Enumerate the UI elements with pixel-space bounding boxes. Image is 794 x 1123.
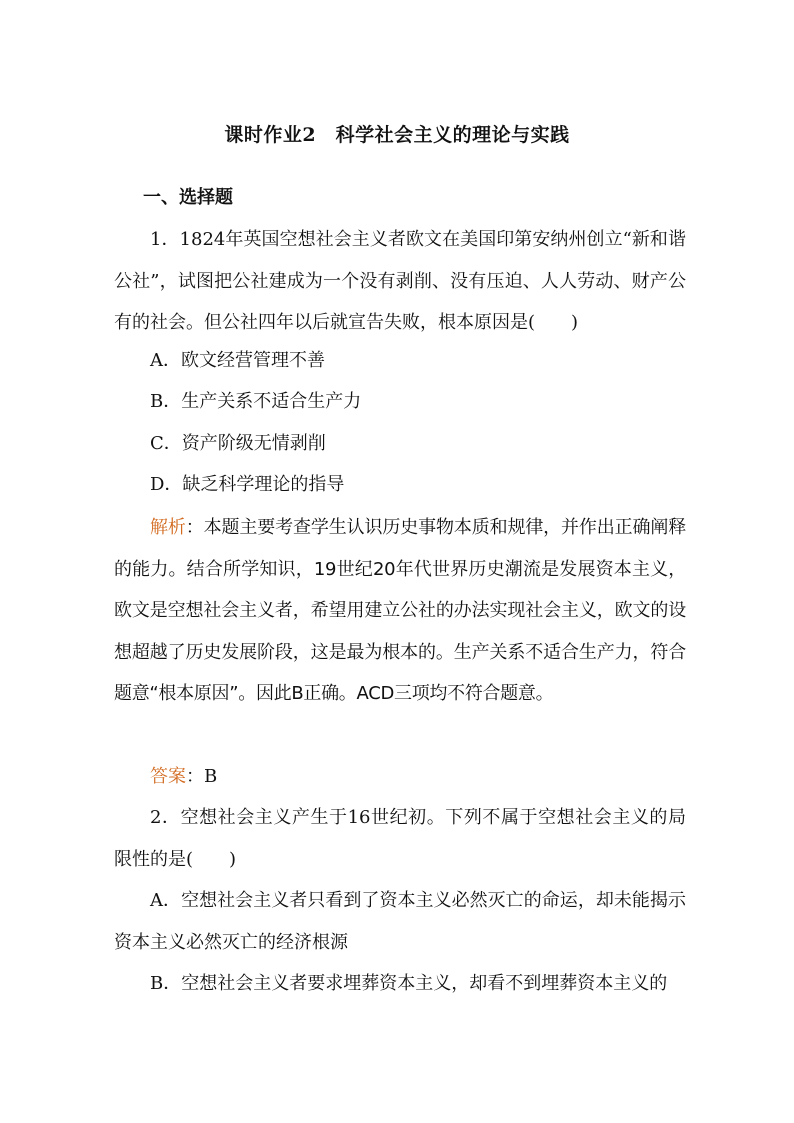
question-1-answer (150, 756, 217, 798)
answer-text: ：B (186, 766, 218, 787)
question-1-option-a: A．欧文经营管理不善 (150, 350, 325, 371)
question-1-stem: 1．1824年英国空想社会主义者欧文在美国印第安纳州创立“新和谐公社”，试图把公社建成为一个没有剥削、没有压迫、人人劳动、财产公有的社会。但公社四年以后就宣告失败，根本原因是( ) (114, 229, 686, 333)
answer-label: 答案 (150, 766, 186, 787)
analysis-label: 解析 (150, 517, 186, 538)
question-2-option-b: B．空想社会主义者要求埋葬资本主义，却看不到埋葬资本主义的 (150, 973, 668, 994)
question-1-option-c: C．资产阶级无情剥削 (150, 433, 326, 454)
question-1-option-d: D．缺乏科学理论的指导 (150, 474, 345, 495)
section-heading: 一、选择题 (143, 187, 233, 208)
question-1-analysis (114, 507, 686, 715)
question-2-option-a: A．空想社会主义者只看到了资本主义必然灭亡的命运，却未能揭示资本主义必然灭亡的经济根源 (114, 890, 686, 953)
page-title: 课时作业2 科学社会主义的理论与实践 (224, 124, 570, 146)
question-1-option-b: B．生产关系不适合生产力 (150, 391, 362, 412)
question-2-stem: 2．空想社会主义产生于16世纪初。下列不属于空想社会主义的局限性的是( ) (114, 807, 686, 870)
analysis-text: ：本题主要考查学生认识历史事物本质和规律，并作出正确阐释的能力。结合所学知识，19世纪20年代世界历史潮流是发展资本主义，欧文是空想社会主义者，希望用建立公社的办法实现社会主义，欧文的设想超越了历史发展阶段，这是最为根本的。生产关系不适合生产力，符合题意“根本原因”。因此B正确。ACD三项均不符合题意。 (114, 517, 686, 704)
